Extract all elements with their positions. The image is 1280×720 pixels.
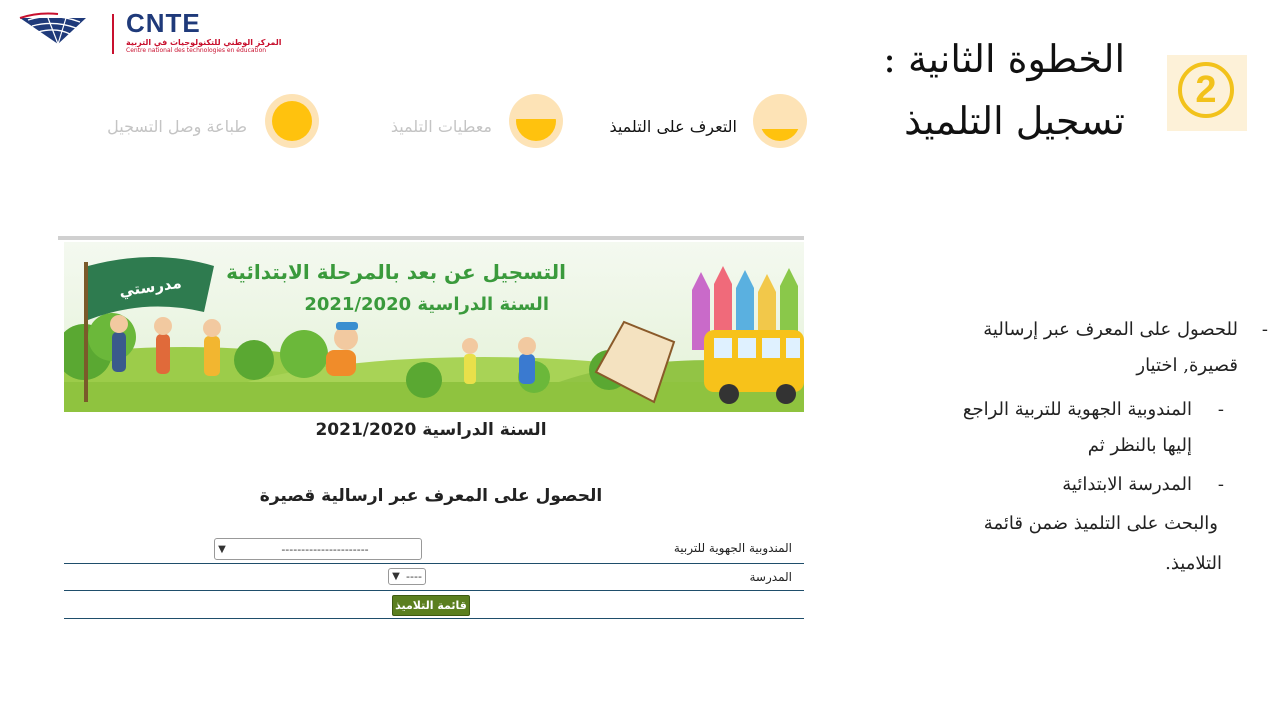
chevron-down-icon: ▼ [392,571,400,582]
progress-step-1-inner [760,101,800,141]
school-select-value: ---- [406,570,422,583]
logo-subtitle-fr: Centre national des technologies en éducation [126,47,267,54]
step-badge [1167,55,1247,131]
logo-subtitle-ar: المركز الوطني للتكنولوجيات في التربية [126,38,282,47]
instruction-line-5: المدرسة الابتدائية [1062,474,1192,495]
progress-step-3-fill [272,101,312,141]
region-label: المندوبية الجهوية للتربية [673,541,792,555]
student-list-button[interactable]: قائمة التلاميذ [392,595,470,616]
logo-title: CNTE [126,8,201,38]
school-select[interactable] [388,568,426,585]
progress-step-3-label: طباعة وصل التسجيل [107,117,247,136]
row-divider [64,618,804,619]
step-title-line2: تسجيل التلميذ [904,99,1125,143]
progress-step-3-indicator [265,94,319,148]
progress-step-2-inner [516,101,556,141]
bullet-dash: - [1217,399,1224,420]
school-label: المدرسة [749,570,792,584]
step-title [883,28,1125,152]
cnte-logo [18,8,282,54]
progress-step-1-label: التعرف على التلميذ [609,117,737,136]
step-number: 2 [1178,62,1234,118]
region-select-value: ---------------------- [281,542,369,556]
progress-step-1-fill [760,129,800,141]
page-top-border [58,236,804,240]
logo-divider [112,14,114,54]
school-year-heading: السنة الدراسية 2021/2020 [315,420,547,440]
progress-step-2-fill [516,119,556,141]
banner-school-year: السنة الدراسية 2021/2020 [304,294,549,315]
form-title: الحصول على المعرف عبر ارسالية قصيرة [259,486,603,506]
row-divider [64,590,804,591]
cnte-globe-icon [18,10,88,50]
bullet-dash: - [1261,319,1268,340]
bullet-dash: - [1217,474,1224,495]
progress-step-1-indicator [753,94,807,148]
row-divider [64,563,804,564]
banner-flag-text: مدرستي [118,273,183,301]
instruction-line-4: إليها بالنظر ثم [1087,435,1192,456]
step-title-line1: الخطوة الثانية : [883,37,1125,81]
instruction-line-1: للحصول على المعرف عبر إرسالية [983,319,1238,340]
instruction-line-3: المندوبية الجهوية للتربية الراجع [962,399,1192,420]
chevron-down-icon: ▼ [218,543,226,555]
progress-step-2-indicator [509,94,563,148]
registration-banner [64,242,804,412]
registration-page [58,236,804,636]
progress-step-2-label: معطيات التلميذ [390,117,492,136]
region-select[interactable] [214,538,422,560]
instruction-line-6: والبحث على التلميذ ضمن قائمة [983,513,1218,534]
instruction-line-2: قصيرة, اختيار [1136,355,1238,376]
instruction-line-7: التلاميذ. [1165,553,1222,574]
banner-title: التسجيل عن بعد بالمرحلة الابتدائية [226,260,566,284]
progress-step-3-inner [272,101,312,141]
